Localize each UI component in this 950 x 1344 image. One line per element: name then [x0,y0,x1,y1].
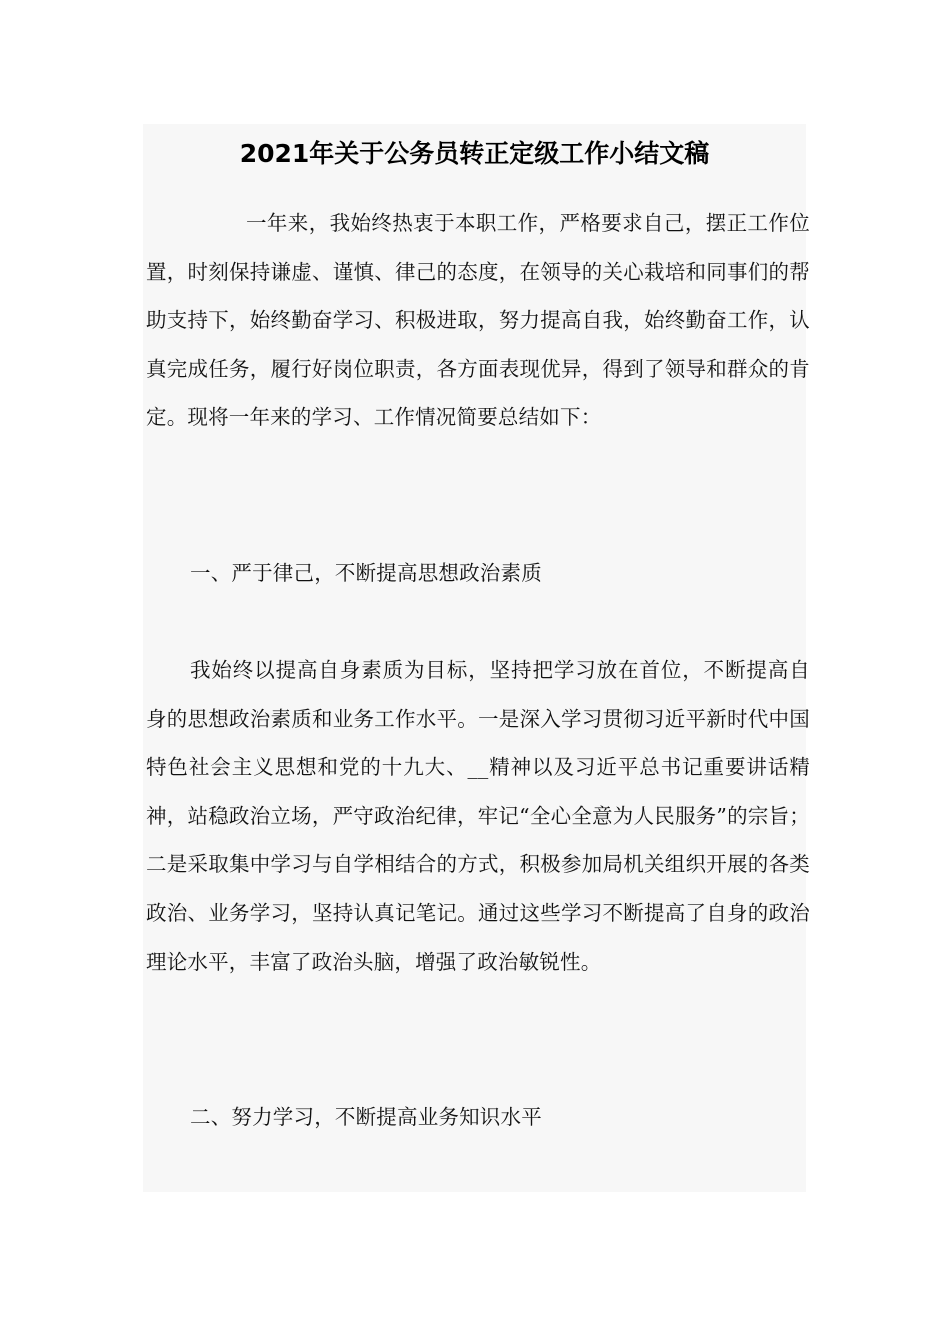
section-1-paragraph: 我始终以提高自身素质为目标，坚持把学习放在首位，不断提高自身的思想政治素质和业务工作水平。一是深入学习贯彻习近平新时代中国特色社会主义思想和党的十九大、__精神以及习近平总书记重要讲话精神，站稳政治立场，严守政治纪律，牢记“全心全意为人民服务”的宗旨；二是采取集中学习与自学相结合的方式，积极参加局机关组织开展的各类政治、业务学习，坚持认真记笔记。通过这些学习不断提高了自身的政治理论水平，丰富了政治头脑，增强了政治敏锐性。 [146,658,810,974]
section-heading-1: 一、严于律己，不断提高思想政治素质 [190,561,542,585]
intro-paragraph: 一年来，我始终热衷于本职工作，严格要求自己，摆正工作位置，时刻保持谦虚、谨慎、律己的态度，在领导的关心栽培和同事们的帮助支持下，始终勤奋学习、积极进取，努力提高自我，始终勤奋工作，认真完成任务，履行好岗位职责，各方面表现优异，得到了领导和群众的肯定。现将一年来的学习、工作情况简要总结如下： [146,211,810,430]
section-heading-2: 二、努力学习，不断提高业务知识水平 [190,1105,542,1129]
document-title: 2021年关于公务员转正定级工作小结文稿 [239,139,710,168]
